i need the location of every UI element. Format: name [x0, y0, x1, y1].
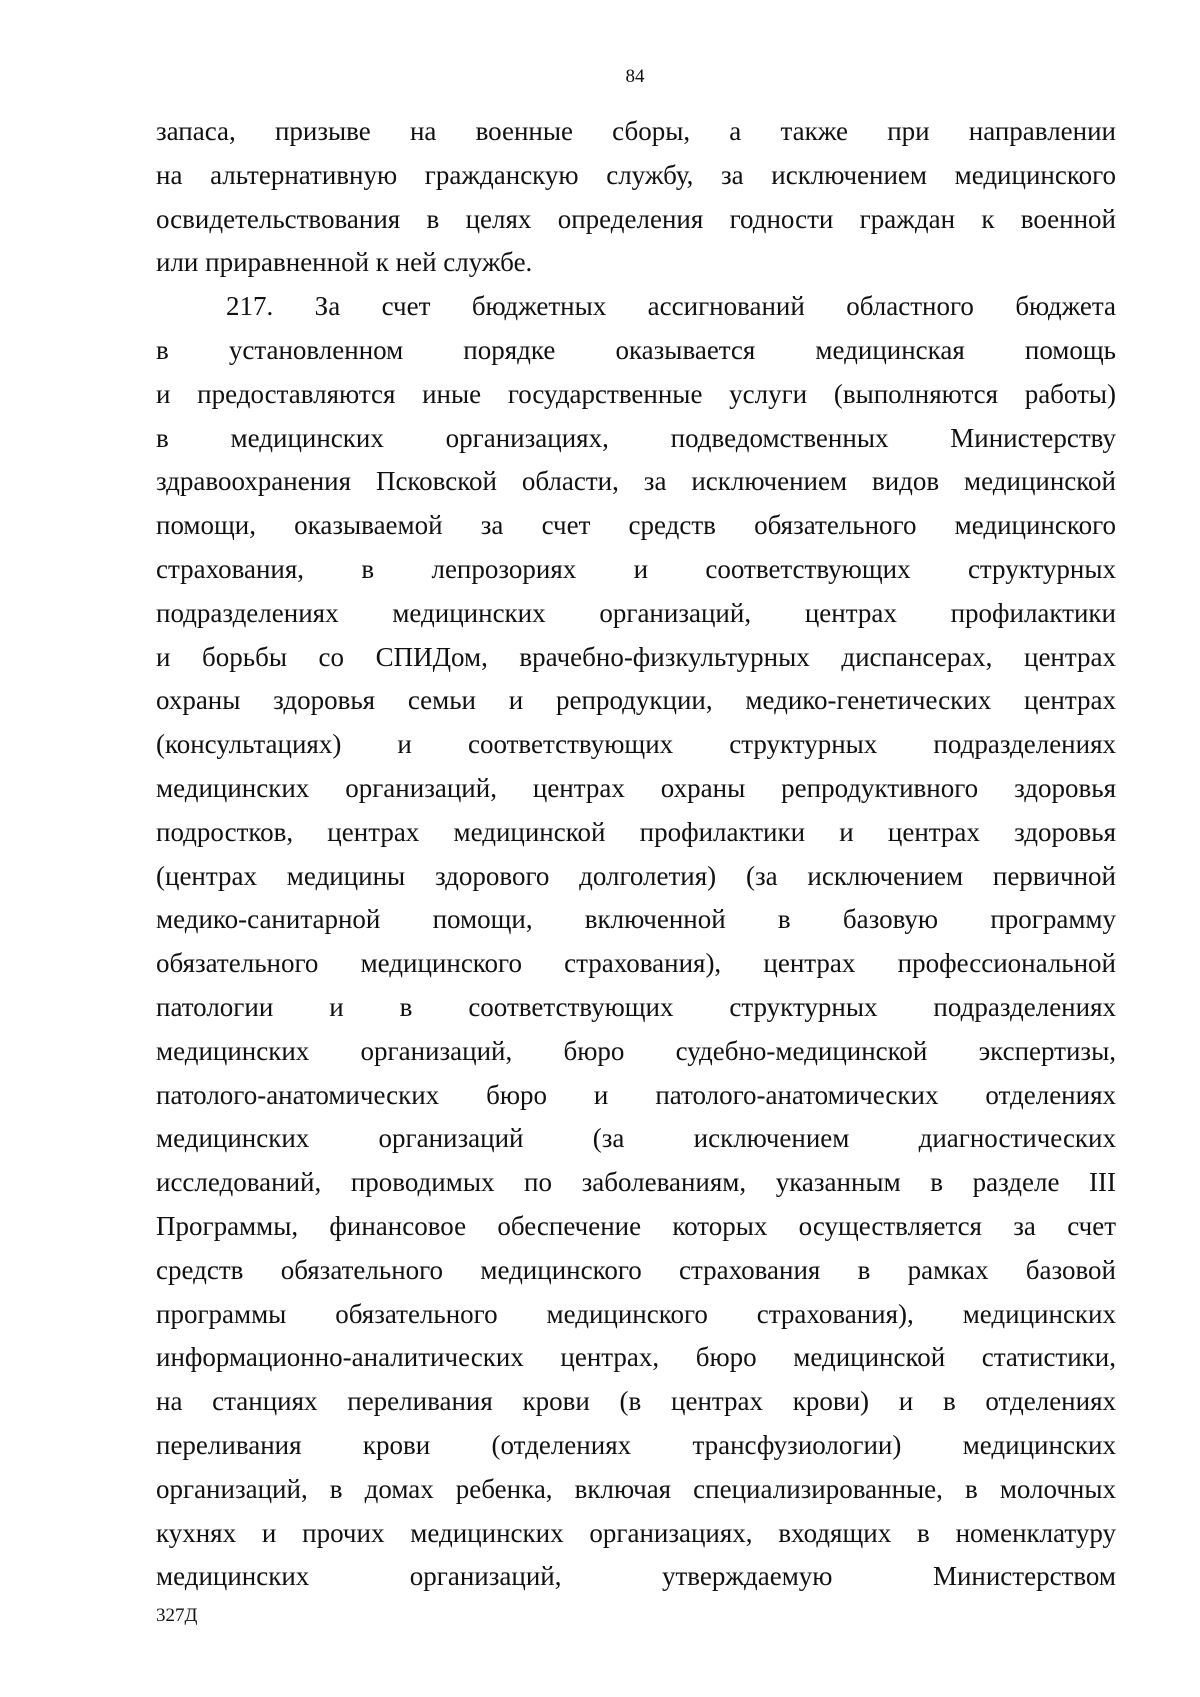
body-line: освидетельствования в целях определения годности граждан к военной — [156, 203, 1116, 234]
body-line: (центрах медицины здорового долголетия) (за исключением первичной — [156, 860, 1116, 891]
body-line: (консультациях) и соответствующих структурных подразделениях — [156, 729, 1116, 760]
body-line: подростков, центрах медицинской профилактики и центрах здоровья — [156, 816, 1116, 847]
paragraph-217-start: 217. За счет бюджетных ассигнований областного бюджета — [226, 291, 1116, 322]
body-line: исследований, проводимых по заболеваниям, указанным в разделе III — [156, 1167, 1116, 1198]
body-line: информационно-аналитических центрах, бюро медицинской статистики, — [156, 1342, 1116, 1373]
body-line: и борьбы со СПИДом, врачебно-физкультурных диспансерах, центрах — [156, 641, 1116, 672]
document-body — [156, 110, 1116, 1599]
body-line: помощи, оказываемой за счет средств обязательного медицинского — [156, 510, 1116, 541]
body-line: в медицинских организациях, подведомственных Министерству — [156, 422, 1116, 453]
body-line: медико-санитарной помощи, включенной в базовую программу — [156, 904, 1116, 935]
body-line: в установленном порядке оказывается медицинская помощь — [156, 334, 1116, 365]
body-line: медицинских организаций (за исключением диагностических — [156, 1123, 1116, 1154]
body-line: здравоохранения Псковской области, за исключением видов медицинской — [156, 466, 1116, 497]
body-line: кухнях и прочих медицинских организациях, входящих в номенклатуру — [156, 1517, 1116, 1548]
body-line: Программы, финансовое обеспечение которых осуществляется за счет — [156, 1210, 1116, 1241]
body-line: средств обязательного медицинского страхования в рамках базовой — [156, 1254, 1116, 1285]
page-number: 84 — [625, 66, 645, 87]
body-line: запаса, призыве на военные сборы, а также при направлении — [156, 116, 1116, 146]
body-line: обязательного медицинского страхования), центрах профессиональной — [156, 948, 1116, 979]
body-line: медицинских организаций, бюро судебно-медицинской экспертизы, — [156, 1035, 1116, 1066]
body-line: страхования, в лепрозориях и соответствующих структурных — [156, 553, 1116, 584]
body-line: патологии и в соответствующих структурных подразделениях — [156, 991, 1116, 1022]
body-line: и предоставляются иные государственные услуги (выполняются работы) — [156, 378, 1116, 409]
body-line: программы обязательного медицинского страхования), медицинских — [156, 1298, 1116, 1329]
body-line: на альтернативную гражданскую службу, за исключением медицинского — [156, 159, 1116, 190]
body-line: медицинских организаций, утверждаемую Министерством — [156, 1561, 1116, 1592]
body-line: на станциях переливания крови (в центрах крови) и в отделениях — [156, 1386, 1116, 1417]
body-line: подразделениях медицинских организаций, центрах профилактики — [156, 597, 1116, 628]
body-line: организаций, в домах ребенка, включая специализированные, в молочных — [156, 1473, 1116, 1504]
body-line: патолого-анатомических бюро и патолого-анатомических отделениях — [156, 1079, 1116, 1110]
body-line: медицинских организаций, центрах охраны репродуктивного здоровья — [156, 772, 1116, 803]
body-line: переливания крови (отделениях трансфузиологии) медицинских — [156, 1429, 1116, 1460]
document-code: 327Д — [156, 1605, 198, 1626]
body-line: охраны здоровья семьи и репродукции, медико-генетических центрах — [156, 685, 1116, 716]
body-line: или приравненной к ней службе. — [156, 247, 533, 278]
